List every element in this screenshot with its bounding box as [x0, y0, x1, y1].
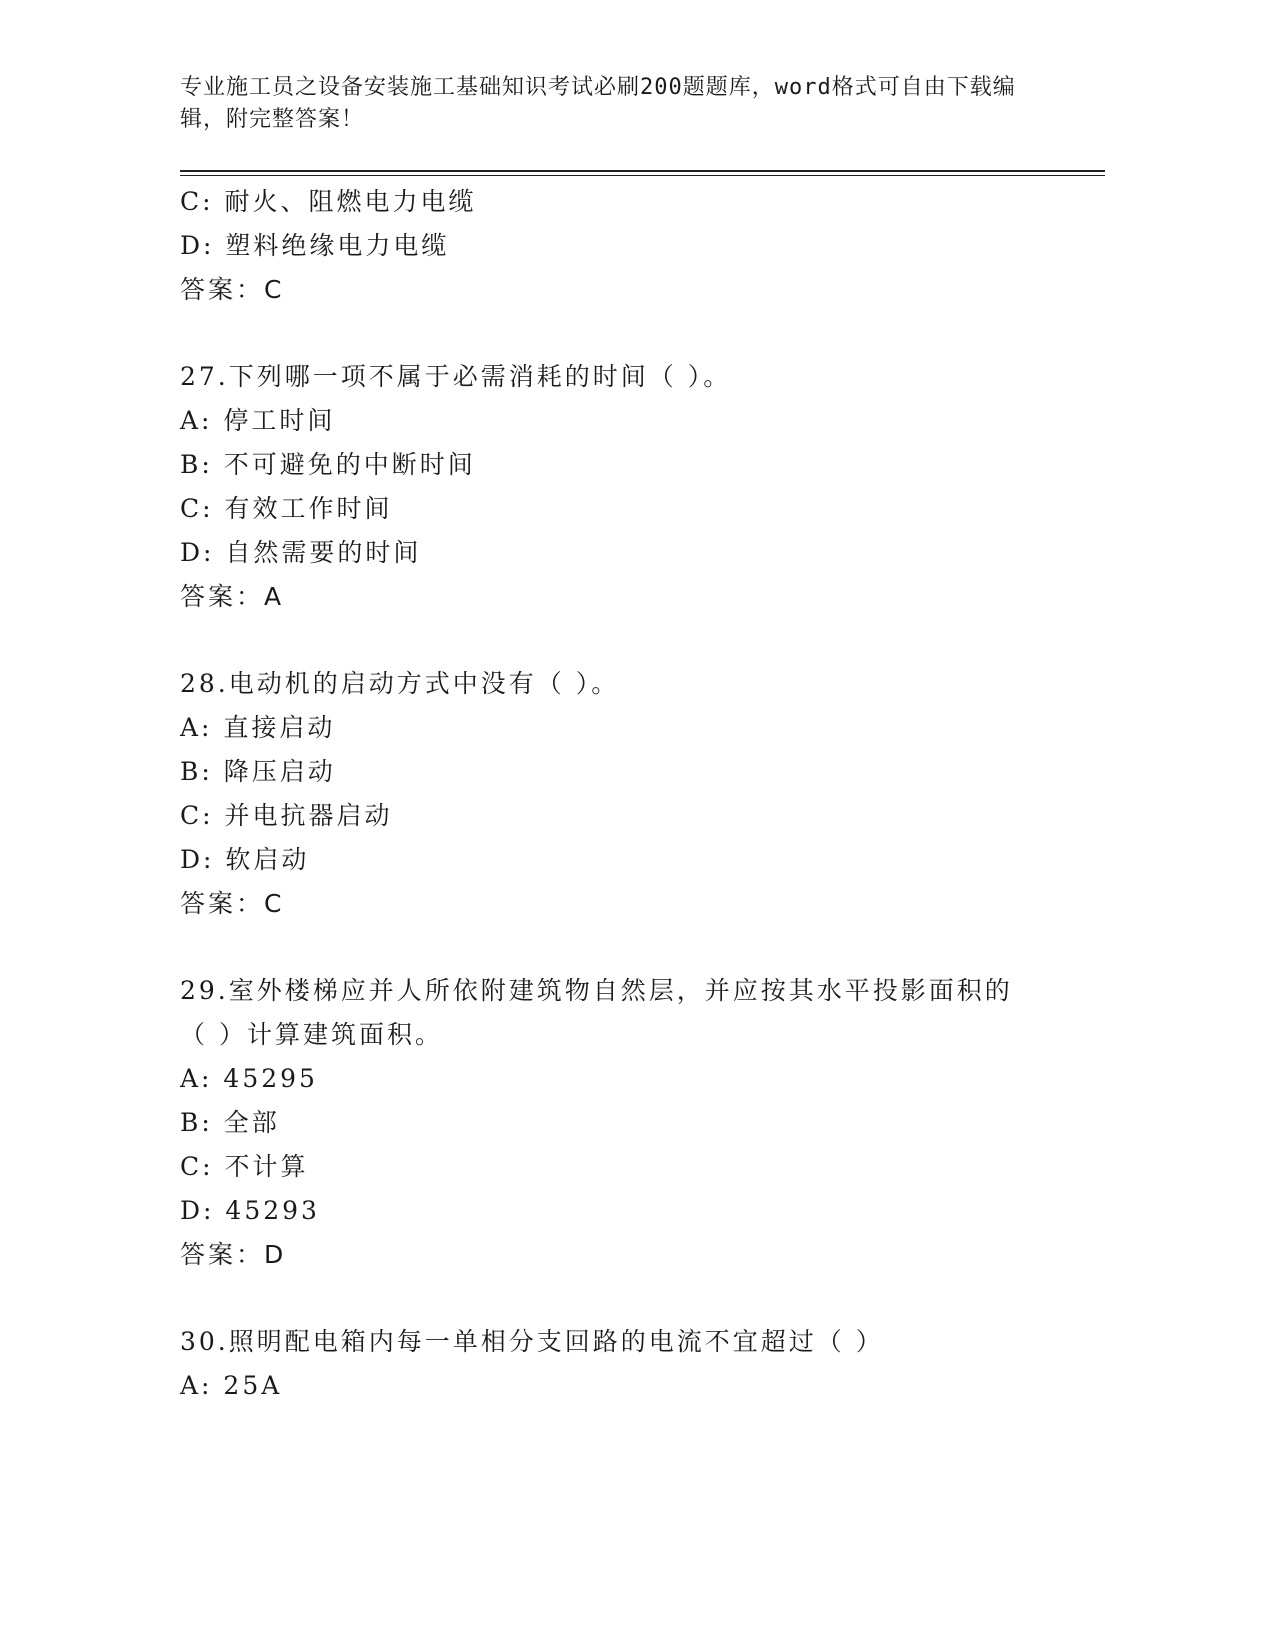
option-c: C: 耐火、阻燃电力电缆 — [180, 187, 477, 216]
option-a: A: 停工时间 — [180, 406, 336, 435]
document-header: 专业施工员之设备安装施工基础知识考试必刷200题题库，word格式可自由下载编辑，附完整答案！ — [180, 75, 1016, 132]
answer-line: 答案：C — [180, 275, 285, 304]
option-d: D: 45293 — [180, 1196, 320, 1225]
header-divider-thin — [180, 175, 1105, 176]
option-a: A: 45295 — [180, 1064, 318, 1093]
answer-line: 答案：D — [180, 1240, 287, 1269]
option-d: D: 塑料绝缘电力电缆 — [180, 231, 450, 260]
option-a: A: 25A — [180, 1371, 283, 1400]
question-block-26 — [180, 180, 1040, 312]
answer-line: 答案：A — [180, 582, 285, 611]
option-b: B: 不可避免的中断时间 — [180, 450, 476, 479]
question-block-28 — [180, 662, 1040, 926]
option-c: C: 不计算 — [180, 1152, 309, 1181]
option-d: D: 自然需要的时间 — [180, 538, 422, 567]
answer-line: 答案：C — [180, 889, 285, 918]
option-a: A: 直接启动 — [180, 713, 336, 742]
question-list — [180, 180, 1040, 1408]
question-block-27 — [180, 355, 1040, 619]
option-c: C: 并电抗器启动 — [180, 801, 393, 830]
question-stem: 29.室外楼梯应并人所依附建筑物自然层，并应按其水平投影面积的（ ）计算建筑面积。 — [180, 976, 1013, 1049]
question-stem: 27.下列哪一项不属于必需消耗的时间（ ）。 — [180, 362, 732, 391]
question-stem: 30.照明配电箱内每一单相分支回路的电流不宜超过（ ） — [180, 1327, 884, 1356]
header-divider-thick — [180, 170, 1105, 172]
question-block-29 — [180, 969, 1040, 1277]
option-b: B: 全部 — [180, 1108, 280, 1137]
option-b: B: 降压启动 — [180, 757, 336, 786]
option-c: C: 有效工作时间 — [180, 494, 393, 523]
option-d: D: 软启动 — [180, 845, 310, 874]
question-block-30 — [180, 1320, 1040, 1408]
question-stem: 28.电动机的启动方式中没有（ ）。 — [180, 669, 620, 698]
